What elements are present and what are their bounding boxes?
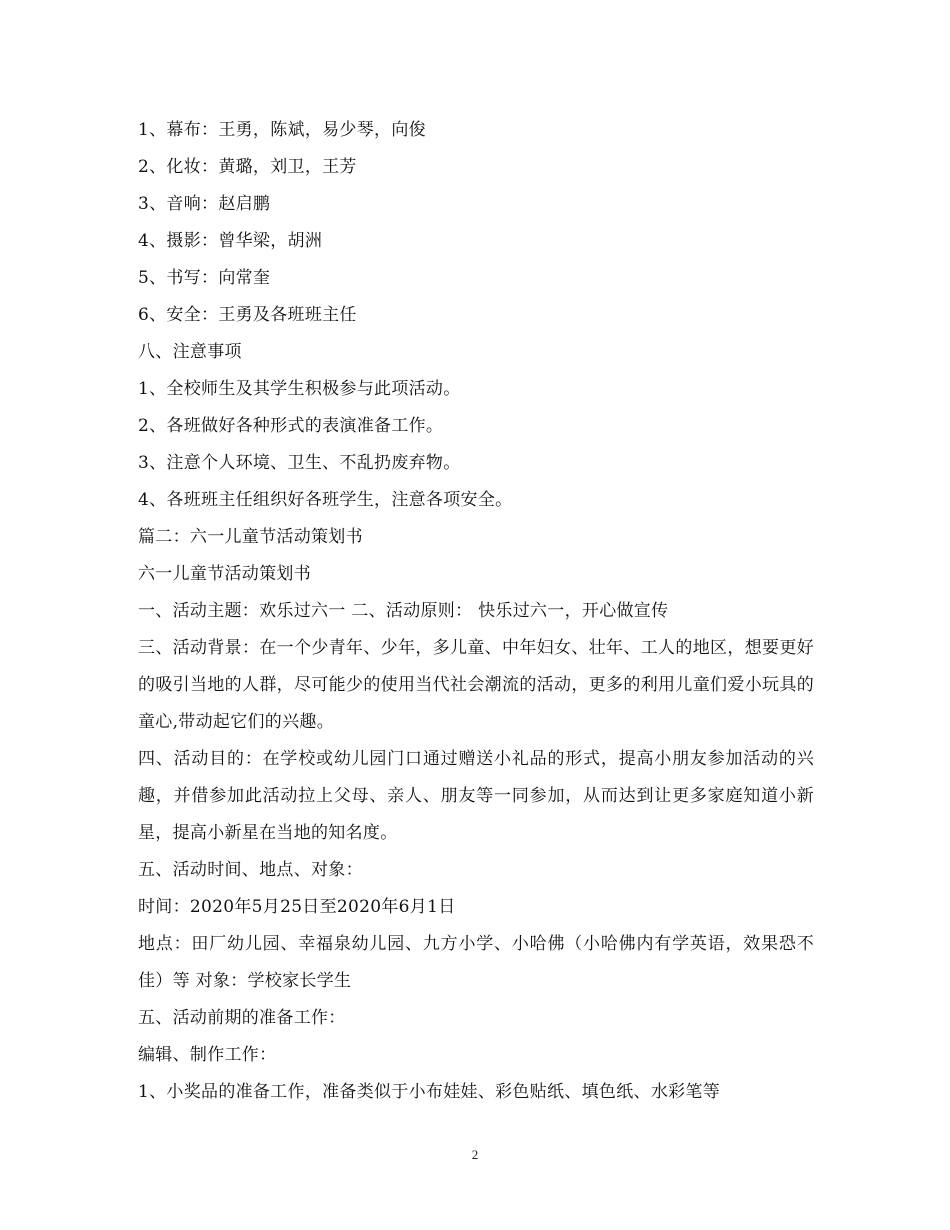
staff-audio-line: 3、音响：赵启鹏 xyxy=(138,194,271,214)
prize-line: 1、小奖品的准备工作，准备类似于小布娃娃、彩色贴纸、填色纸、水彩笔等 xyxy=(138,1082,721,1102)
note-item-2: 2、各班做好各种形式的表演准备工作。 xyxy=(138,416,444,436)
plan-title: 六一儿童节活动策划书 xyxy=(138,564,311,584)
staff-writing-line: 5、书写：向常奎 xyxy=(138,268,271,288)
staff-photo-line: 4、摄影：曾华梁，胡洲 xyxy=(138,231,323,251)
note-item-4: 4、各班班主任组织好各班学生，注意各项安全。 xyxy=(138,490,513,510)
note-item-3: 3、注意个人环境、卫生、不乱扔废弃物。 xyxy=(138,453,461,473)
time-place-heading: 五、活动时间、地点、对象： xyxy=(138,860,363,880)
editing-heading: 编辑、制作工作： xyxy=(138,1045,277,1065)
place-paragraph: 地点：田厂幼儿园、幸福泉幼儿园、九方小学、小哈佛（小哈佛内有学英语，效果恐不佳）等 对象：学校家长学生 xyxy=(138,934,814,991)
section-two-heading: 篇二：六一儿童节活动策划书 xyxy=(138,527,363,547)
time-line: 时间：2020年5月25日至2020年6月1日 xyxy=(138,897,456,917)
theme-principle-line: 一、活动主题：欢乐过六一 二、活动原则： 快乐过六一，开心做宣传 xyxy=(138,601,669,621)
background-paragraph: 三、活动背景：在一个少青年、少年，多儿童、中年妇女、壮年、工人的地区，想要更好的吸引当地的人群，尽可能少的使用当代社会潮流的活动，更多的利用儿童们爱小玩具的童心,带动起它们的兴趣。 xyxy=(138,638,814,732)
note-item-1: 1、全校师生及其学生积极参与此项活动。 xyxy=(138,379,461,399)
staff-makeup-line: 2、化妆：黄璐，刘卫，王芳 xyxy=(138,157,357,177)
notes-heading: 八、注意事项 xyxy=(138,342,242,362)
page-number: 2 xyxy=(471,1147,479,1162)
staff-curtain-line: 1、幕布：王勇，陈斌，易少琴，向俊 xyxy=(138,120,426,140)
preparation-heading: 五、活动前期的准备工作： xyxy=(138,1008,346,1028)
staff-safety-line: 6、安全：王勇及各班班主任 xyxy=(138,305,357,325)
purpose-paragraph: 四、活动目的：在学校或幼儿园门口通过赠送小礼品的形式，提高小朋友参加活动的兴趣，并借参加此活动拉上父母、亲人、朋友等一同参加，从而达到让更多家庭知道小新星，提高小新星在当地的知名度。 xyxy=(138,749,814,843)
document-body xyxy=(138,112,814,1111)
